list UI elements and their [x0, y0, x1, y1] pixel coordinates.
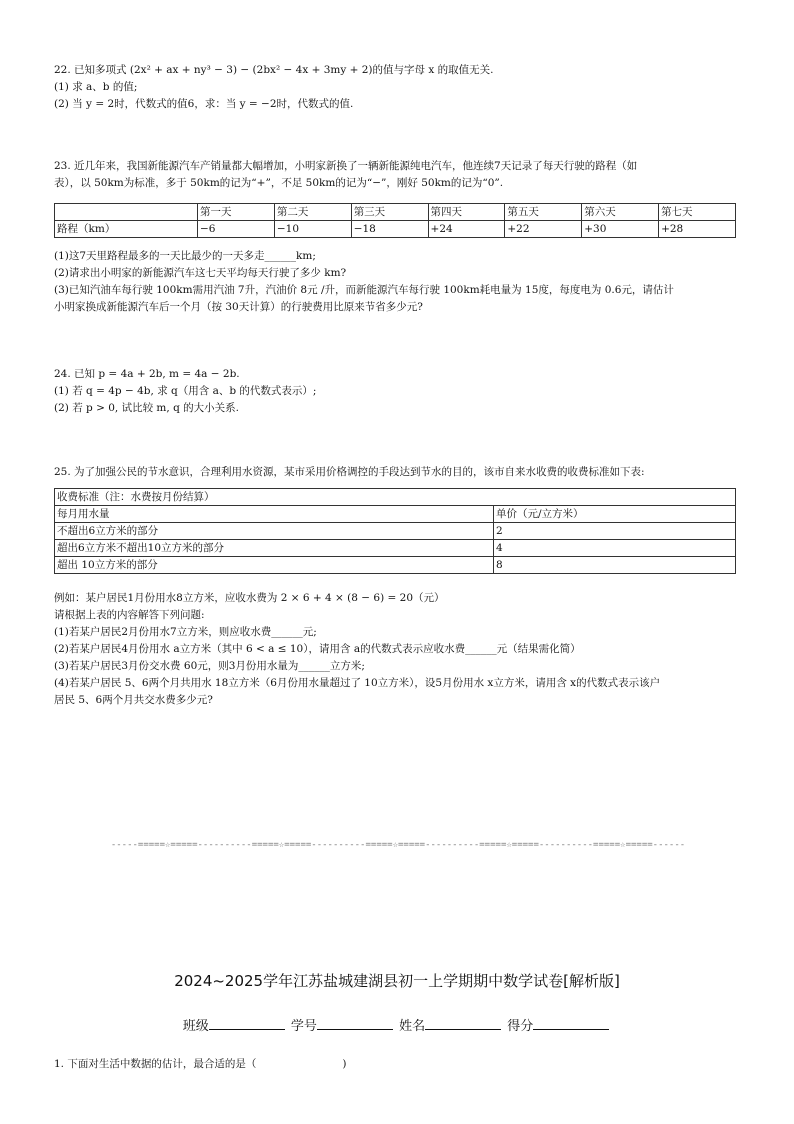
- q25-example: 例如：某户居民1月份用水8立方米，应收水费为 2 × 6 + 4 × (8 − 6) = 20（元）: [54, 592, 445, 604]
- table-cell: +30: [582, 221, 659, 238]
- table-cell: +24: [428, 221, 505, 238]
- question-24: [54, 366, 740, 417]
- q25-part4-line1: (4)若某户居民 5、6两个月共用水 18立方米（6月份用水量超过了 10立方米），设5月份用水 x立方米，请用含 x的代数式表示该户: [54, 677, 661, 689]
- q25-water-price-table: [54, 488, 736, 574]
- table-row: [55, 540, 736, 557]
- table-row: [55, 221, 736, 238]
- table-cell: 第三天: [351, 204, 428, 221]
- q22-part1: (1) 求 a、b 的值;: [54, 81, 138, 93]
- q25-part1: (1)若某户居民2月份用水7立方米，则应收水费______元;: [54, 626, 317, 638]
- q23-part2: (2)请求出小明家的新能源汽车这七天平均每天行驶了多少 km?: [54, 267, 347, 279]
- question-23: [54, 158, 740, 192]
- q24-stem: 24. 已知 p = 4a + 2b, m = 4a − 2b.: [54, 368, 240, 380]
- score-field[interactable]: [533, 1017, 609, 1030]
- table-row: [55, 557, 736, 574]
- question-22: [54, 62, 740, 113]
- q23-part3-line1: (3)已知汽油车每行驶 100km需用汽油 7升，汽油价 8元 /升，而新能源汽车每行驶 100km耗电量为 15度，每度电为 0.6元，请估计: [54, 284, 674, 296]
- q24-part2: (2) 若 p > 0, 试比较 m, q 的大小关系.: [54, 402, 239, 414]
- q25-part2: (2)若某户居民4月份用水 a立方米（其中 6 < a ≤ 10），请用含 a的代数式表示应收水费______元（结果需化简）: [54, 643, 581, 655]
- table-cell: −10: [274, 221, 351, 238]
- q24-part1: (1) 若 q = 4p − 4b, 求 q（用含 a、b 的代数式表示）;: [54, 385, 317, 397]
- student-id-field[interactable]: [317, 1017, 393, 1030]
- q23-stem-line1: 23. 近几年来，我国新能源汽车产销量都大幅增加，小明家新换了一辆新能源纯电汽车，他连续7天记录了每天行驶的路程（如: [54, 160, 638, 172]
- table-caption-row: [55, 489, 736, 506]
- table-row: [55, 523, 736, 540]
- table-header-row: [55, 506, 736, 523]
- q23-part3-line2: 小明家换成新能源汽车后一个月（按 30天计算）的行驶费用比原来节省多少元?: [54, 301, 423, 313]
- student-id-label: 学号: [290, 1019, 317, 1034]
- table-cell: 不超出6立方米的部分: [55, 523, 494, 540]
- table-cell: 2: [494, 523, 736, 540]
- q23-part1: (1)这7天里路程最多的一天比最少的一天多走______km;: [54, 250, 316, 262]
- q23-subquestions: [54, 248, 740, 316]
- table-cell: [55, 204, 198, 221]
- q25-subquestions: [54, 590, 740, 709]
- table-cell: 8: [494, 557, 736, 574]
- q22-part2: (2) 当 y = 2时，代数式的值6，求：当 y = −2时，代数式的值.: [54, 98, 354, 110]
- page-separator: -----=====☆=====----------=====☆=====----------=====☆=====----------=====☆=====----------=====☆=====------: [110, 840, 686, 850]
- q1-close-paren: ): [342, 1058, 347, 1070]
- q23-distance-table: [54, 203, 736, 238]
- table-caption: 收费标准（注：水费按月份结算）: [55, 489, 736, 506]
- table-cell: 每月用水量: [55, 506, 494, 523]
- table-cell: 超出 10立方米的部分: [55, 557, 494, 574]
- table-header-row: [55, 204, 736, 221]
- name-label: 姓名: [399, 1019, 426, 1034]
- table-cell: −18: [351, 221, 428, 238]
- table-cell: 路程（km）: [55, 221, 198, 238]
- table-cell: +28: [659, 221, 736, 238]
- table-cell: +22: [505, 221, 582, 238]
- exam-title: 2024~2025学年江苏盐城建湖县初一上学期期中数学试卷[解析版]: [174, 972, 620, 990]
- table-cell: 第一天: [198, 204, 275, 221]
- q25-stem: 25. 为了加强公民的节水意识，合理利用水资源，某市采用价格调控的手段达到节水的目的，该市自来水收费的收费标准如下表:: [54, 466, 645, 478]
- table-cell: 第四天: [428, 204, 505, 221]
- q23-stem-line2: 表），以 50km为标准，多于 50km的记为“+”，不足 50km的记为“−”，刚好 50km的记为“0”.: [54, 177, 504, 189]
- table-cell: 单价（元/立方米）: [494, 506, 736, 523]
- class-label: 班级: [182, 1019, 209, 1034]
- q25-part4-line2: 居民 5、6两个月共交水费多少元?: [54, 694, 213, 706]
- question-25: [54, 464, 740, 481]
- score-label: 得分: [507, 1019, 534, 1034]
- table-cell: 第五天: [505, 204, 582, 221]
- student-info-line: [0, 1015, 794, 1034]
- q1-stem: [54, 1056, 740, 1073]
- table-cell: 4: [494, 540, 736, 557]
- class-field[interactable]: [209, 1017, 285, 1030]
- table-cell: −6: [198, 221, 275, 238]
- table-cell: 第七天: [659, 204, 736, 221]
- q25-intro: 请根据上表的内容解答下列问题:: [54, 609, 205, 621]
- question-1: [54, 1056, 740, 1073]
- table-cell: 第六天: [582, 204, 659, 221]
- q1-text: 1. 下面对生活中数据的估计，最合适的是（: [54, 1058, 257, 1070]
- name-field[interactable]: [425, 1017, 501, 1030]
- table-cell: 第二天: [274, 204, 351, 221]
- q22-stem: 22. 已知多项式 (2x² + ax + ny³ − 3) − (2bx² − 4x + 3my + 2)的值与字母 x 的取值无关.: [54, 64, 494, 76]
- q25-part3: (3)若某户居民3月份交水费 60元，则3月份用水量为______立方米;: [54, 660, 365, 672]
- table-cell: 超出6立方米不超出10立方米的部分: [55, 540, 494, 557]
